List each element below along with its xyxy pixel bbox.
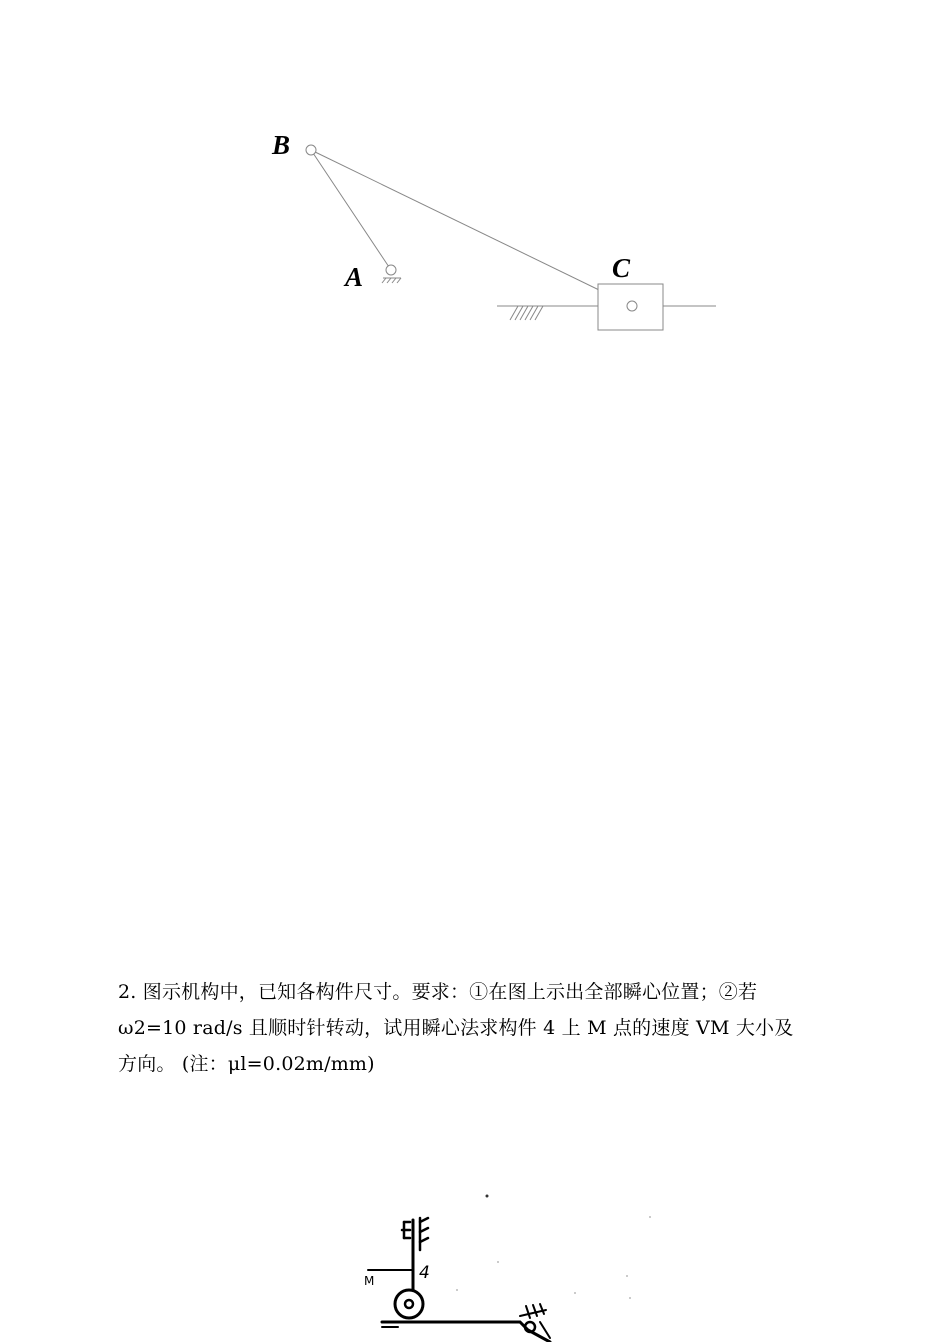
roller-pin — [405, 1300, 413, 1308]
label-a: A — [345, 262, 364, 292]
scan-specks — [456, 1195, 651, 1300]
guide-bracket-left — [402, 1222, 410, 1238]
roller — [395, 1290, 423, 1318]
problem-line-3: 方向。 (注：μl=0.02m/mm) — [118, 1053, 375, 1075]
problem-line-1: 2. 图示机构中，已知各构件尺寸。要求：①在图上示出全部瞬心位置；②若 — [118, 981, 758, 1003]
label-link-4: 4 — [419, 1263, 430, 1283]
label-m: M — [364, 1274, 375, 1288]
guide-bracket-right — [420, 1218, 428, 1250]
problem-line-2: ω2=10 rad/s 且顺时针转动，试用瞬心法求构件 4 上 M 点的速度 VM 大小及 — [118, 1017, 794, 1039]
label-b: B — [272, 130, 291, 160]
label-c: C — [612, 253, 631, 283]
